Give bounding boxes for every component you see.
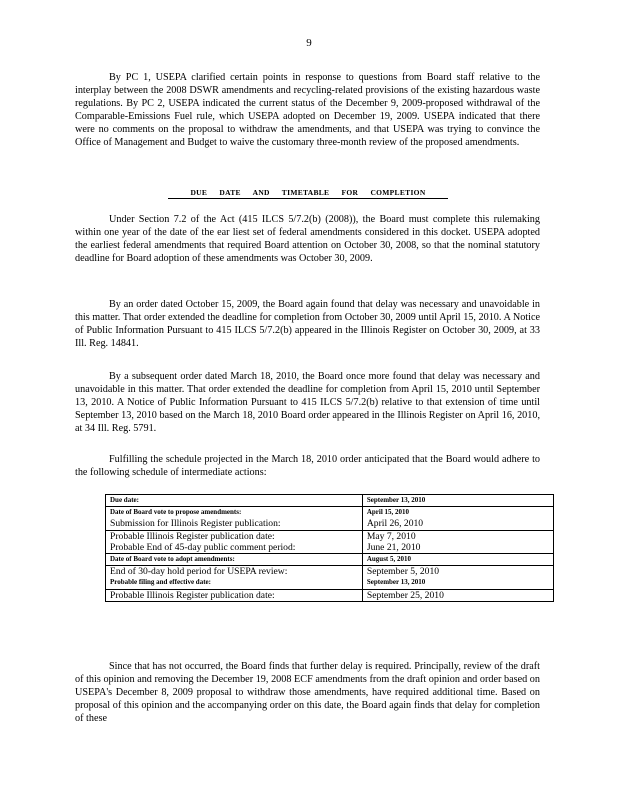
schedule-date: April 26, 2010: [366, 518, 424, 530]
table-row: [106, 507, 554, 530]
schedule-label: End of 30-day hold period for USEPA review:: [110, 566, 288, 578]
schedule-label: Date of Board vote to adopt amendments:: [110, 555, 235, 564]
schedule-label-cell: Due date:: [106, 495, 363, 507]
schedule-date-cell: [362, 530, 553, 553]
table-row: [106, 530, 554, 553]
schedule-date: September 5, 2010: [366, 566, 440, 578]
schedule-date-cell: [362, 507, 553, 530]
paragraph-october-order: By an order dated October 15, 2009, the Board again found that delay was necessary and unavoidable in this matter. That order extended the deadline for completion from October 30, 2009 until April 15, 2010. A Notice of Public Information Pursuant to 415 ILCS 5/7.2(b) appeared in the Illinois Register on October 30, 2009, at 33 Ill. Reg. 14841.: [75, 299, 540, 350]
schedule-date-cell: [362, 589, 553, 601]
paragraph-further-delay: Since that has not occurred, the Board finds that further delay is required. Principally, review of the draft of this opinion and removing the December 19, 2008 ECF amendments from the draft opinion and order based on USEPA's December 8, 2009 proposal to withdraw those amendments, have required additional time. Based on proposal of this opinion and the accompanying order on this date, the Board again finds that delay for completion of these: [75, 661, 540, 725]
schedule-date: September 25, 2010: [366, 589, 444, 601]
schedule-date: August 5, 2010: [366, 555, 412, 564]
paragraph-public-comments: By PC 1, USEPA clarified certain points in response to questions from Board staff relative to the interplay between the 2008 DSWR amendments and recycling-related provisions of the existing hazardous waste regulations. By PC 2, USEPA indicated the current status of the December 9, 2009-proposed withdrawal of the Comparable-Emissions Fuel rule, which USEPA adopted on December 19, 2009. USEPA indicated that there were no comments on the proposal to withdraw the amendments, and that USEPA was trying to convince the Office of Management and Budget to waive the customary three-month review of the proposed amendments.: [75, 72, 540, 149]
schedule-label-cell: [106, 589, 363, 601]
schedule-date-cell: September 13, 2010: [362, 495, 553, 507]
paragraph-schedule-intro: Fulfilling the schedule projected in the March 18, 2010 order anticipated that the Board would adhere to the following schedule of intermediate actions:: [75, 454, 540, 479]
page-number: 9: [306, 37, 312, 49]
schedule-label: Probable Illinois Register publication date:: [110, 530, 275, 542]
schedule-label-cell: [106, 554, 363, 566]
table-row: [106, 554, 554, 566]
table-row: [106, 589, 554, 601]
schedule-label: Probable Illinois Register publication date:: [110, 589, 275, 601]
schedule-label-cell: [106, 530, 363, 553]
paragraph-march-order: By a subsequent order dated March 18, 2010, the Board once more found that delay was necessary and unavoidable in this matter. That order extended the deadline for completion from April 15, 2010 until September 13, 2010. A Notice of Public Information Pursuant to 415 ILCS 5/7.2(b) relative to that extension of time until September 13, 2010 based on the March 18, 2010 Board order appeared in the Illinois Register on April 16, 2010, at 34 Ill. Reg. 5791.: [75, 371, 540, 435]
schedule-date-cell: [362, 554, 553, 566]
schedule-date: June 21, 2010: [366, 541, 421, 553]
schedule-label-cell: [106, 566, 363, 589]
schedule-date: April 15, 2010: [366, 508, 410, 517]
schedule-label: Submission for Illinois Register publication:: [110, 518, 281, 530]
schedule-label-cell: [106, 507, 363, 530]
schedule-table: [105, 494, 554, 602]
table-row: [106, 495, 554, 507]
table-row: [106, 566, 554, 589]
schedule-label: Probable End of 45-day public comment period:: [110, 541, 296, 553]
schedule-label: Date of Board vote to propose amendments:: [110, 508, 242, 517]
section-heading: DUE DATE AND TIMETABLE FOR COMPLETION: [168, 188, 448, 199]
schedule-date: September 13, 2010: [366, 578, 426, 587]
paragraph-statutory-deadline: Under Section 7.2 of the Act (415 ILCS 5/7.2(b) (2008)), the Board must complete this rulemaking within one year of the date of the ear liest set of federal amendments considered in this docket. USEPA adopted the earliest federal amendments that required Board attention on October 30, 2008, so that the nominal statutory deadline for Board adoption of these amendments was October 30, 2009.: [75, 214, 540, 265]
schedule-date-cell: [362, 566, 553, 589]
schedule-date: May 7, 2010: [366, 530, 416, 542]
schedule-label: Probable filing and effective date:: [110, 578, 211, 587]
